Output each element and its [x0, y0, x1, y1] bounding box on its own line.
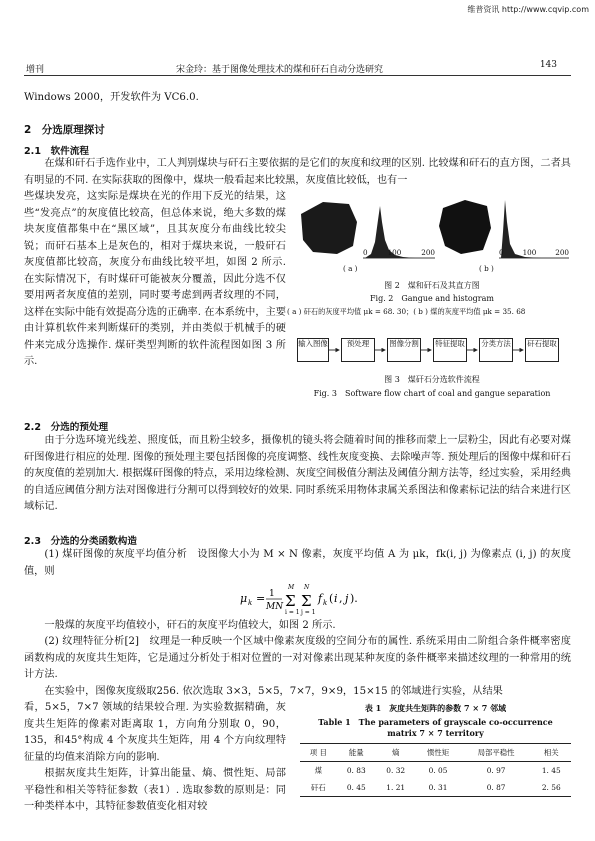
svg-text:j = 1: j = 1: [301, 609, 316, 616]
figure-3: [293, 334, 571, 410]
svg-text:1: 1: [269, 589, 275, 599]
svg-text:N: N: [304, 584, 310, 591]
s23-paragraph-3: (2) 纹理特征分析[2] 纹理是一种反映一个区域中像素灰度级的空间分布的属性. 系统采用由二阶组合条件概率密度函数构成的灰度共生矩阵，它是通过分析处于相对位置的一对对像素出现某种灰度的条件概率来描述纹理的一种常用的统计方法.: [24, 636, 571, 680]
svg-text:i: i: [334, 592, 338, 605]
fig2-caption-cn: 图 2 煤和矸石及其直方图: [384, 281, 480, 290]
s21-paragraph-full: 在煤和矸石手选作业中，工人判别煤块与矸石主要依据的是它们的灰度和纹理的区别. 比较煤和矸石的直方图，二者具有明显的不同. 在实际获取的图像中，煤块一般看起来比较黑，灰度值比较低，也有一: [24, 158, 571, 186]
fig3-caption-cn: 图 3 煤矸石分选软件流程: [384, 375, 480, 384]
table-cell: 1. 45: [541, 766, 561, 775]
svg-text:i = 1: i = 1: [285, 609, 300, 616]
fig2b-tick: 100: [522, 248, 537, 257]
table-cell: 0. 87: [486, 783, 506, 792]
fig2-sublabel-a: ( a ): [343, 264, 358, 273]
table-cell: 0. 05: [428, 766, 448, 775]
fig2a-axis: [363, 248, 435, 257]
s23-paragraph-2: 一般煤的灰度平均值较小，矸石的灰度平均值较大，如图 2 所示.: [44, 620, 336, 631]
svg-text:j: j: [345, 592, 349, 605]
table-cell: 2. 56: [541, 783, 561, 792]
header-rule: [24, 75, 571, 76]
fig2b-tick: 200: [555, 248, 569, 257]
s23-paragraph-4-full: 在实验中，图像灰度级取256. 依次选取 3×3，5×5，7×7，9×9，15×15 的邻域进行实验，从结果: [44, 686, 503, 697]
table-header-row: [300, 744, 571, 762]
svg-text:).: ).: [350, 592, 358, 605]
table-cell: 煤: [314, 766, 322, 775]
svg-text:f: f: [318, 592, 323, 605]
svg-text:M: M: [288, 584, 295, 591]
column-header: 项 目: [309, 748, 327, 757]
s23-paragraph-1: (1) 煤矸图像的灰度平均值分析 设图像大小为 M × N 像素，灰度平均值 A 为 μk，fk(i, j) 为像素点 (i, j) 的灰度值，则: [24, 549, 571, 577]
fig3-caption-en: Fig. 3 Software flow chart of coal and gangue separation: [313, 389, 551, 398]
section-2-2-title: 2.2 分选的预处理: [24, 422, 109, 433]
column-header: 惯性矩: [426, 748, 450, 757]
table-1: [300, 703, 571, 797]
flow-feature-extraction: 特征提取: [433, 338, 467, 362]
formula-graphic: [238, 580, 398, 616]
s21-paragraph-left: 些煤块发亮，这实际是煤块在光的作用下反光的结果，这些“发亮点”的灰度值比较高，但总体来说，绝大多数的煤块灰度值都集中在“黑区域”，且其灰度分布曲线比较尖锐；而矸石基本上是灰色的，相对于煤块来说，一般矸石灰度值都比较高，灰度分布曲线比较平坦，如图 2 所示. 在实际情况下，有时煤矸可能被灰分覆盖，因此分选不仅要用两者灰度值的差别，同时要考虑到两者纹理的不同，这样在实际中能有效提高分选的正确率. 在本系统中，主要由计算机软件来判断煤矸的类别，并由类似于机械手的硬件来完成分选操作. 煤矸类型判断的软件流程图如图 3 所示.: [24, 191, 286, 367]
gangue-image: [301, 202, 357, 254]
running-title: 宋金玲：基于图像处理技术的煤和矸石自动分选研究: [176, 65, 384, 75]
table-cell: 矸石: [310, 783, 326, 792]
fig2-sublabel-b: ( b ): [479, 264, 494, 273]
s23-paragraph-4-left: 看，5×5，7×7 领域的结果较合理. 为实验数据精确，灰度共生矩阵的像素对距离取 1，方向角分别取 0，90，135，和45°构成 4 个灰度共生矩阵，用 4 个方向纹理特征量的均值来消除方向的影响.: [24, 702, 286, 763]
svg-text:μ: μ: [240, 592, 248, 605]
table-cell: 0. 97: [486, 766, 506, 775]
section-2-3-title: 2.3 分选的分类函数构造: [24, 536, 137, 547]
column-header: 能量: [348, 748, 364, 757]
column-header: 局部平稳性: [477, 748, 515, 757]
page-number: 143: [539, 60, 557, 70]
svg-text:,: ,: [339, 592, 343, 605]
fig2b-axis: [499, 248, 569, 257]
svg-text:MN: MN: [266, 602, 284, 612]
fig2b-tick: 0: [499, 248, 504, 257]
column-header: 熵: [392, 748, 400, 757]
table-cell: 0. 83: [346, 766, 366, 775]
table-cell: 0. 32: [386, 766, 406, 775]
svg-text:=: =: [256, 592, 266, 605]
table1-title-cn: 表 1 灰度共生矩阵的参数 7 × 7 邻域: [364, 703, 507, 713]
watermark: 维普资讯 http://www.cqvip.com: [467, 5, 589, 14]
fig2a-tick: 0: [363, 248, 368, 257]
svg-text:Σ: Σ: [285, 592, 296, 610]
svg-text:(: (: [329, 592, 334, 605]
section-2-1-title: 2.1 软件流程: [24, 146, 89, 157]
flow-input-image: 输入图像: [297, 338, 329, 362]
s22-paragraph: 由于分选环境光线差、照度低，而且粉尘较多，摄像机的镜头将会随着时间的推移而蒙上一层粉尘，因此有必要对煤矸图像进行相应的处理. 图像的预处理主要包括图像的亮度调整、线性灰度变换、去除噪声等. 预处理后的图像中煤和矸石的灰度值的差别加大. 根据煤矸图像的特点，采用边缘检测、灰度空间极值分割法及阈值分割方法等，经过实验，采用经典的自适应阈值分割方法对图像进行分割可以得到较好的效果. 同时系统采用物体隶属关系图法和像素标记法的结合来进行区域标记.: [24, 435, 571, 512]
table-row: [300, 762, 571, 780]
table-cell: 0. 45: [346, 783, 366, 792]
table-cell: 1. 21: [386, 783, 406, 792]
journal-issue: 增刊: [26, 65, 45, 75]
fig2a-tick: 200: [421, 248, 435, 257]
coal-image: [439, 200, 491, 254]
flow-classification: 分类方法: [479, 338, 513, 362]
table1-grid: [300, 743, 571, 797]
intro-line: Windows 2000，开发软件为 VC6.0.: [24, 92, 199, 103]
figure-2-graphic: [293, 192, 571, 288]
table-row: [300, 779, 571, 797]
svg-text:k: k: [323, 599, 328, 607]
table1-title-en: Table 1 The parameters of grayscale co-occurrence matrix 7 × 7 territory: [318, 717, 553, 738]
flow-gangue-extraction: 矸石提取: [525, 338, 559, 362]
column-header: 相关: [543, 748, 559, 757]
s23-paragraph-5-left: 根据灰度共生矩阵，计算出能量、熵、惯性矩、局部平稳性和相关等特征参数（表1）. 选取参数的原则是：同一种类样本中，其特征参数值变化相对较: [24, 768, 286, 812]
flow-segmentation: 图像分割: [387, 338, 421, 362]
flow-preprocess: 预处理: [341, 338, 375, 362]
figure-2: [287, 192, 571, 330]
svg-text:Σ: Σ: [301, 592, 312, 610]
fig2-note: ( a ) 矸石的灰度平均值 μk = 68. 30；( b ) 煤的灰度平均值 μk = 35. 68: [287, 307, 526, 316]
section-2-title: 2 分选原理探讨: [24, 124, 105, 136]
table-cell: 0. 31: [428, 783, 448, 792]
fig2-caption-en: Fig. 2 Gangue and histogram: [369, 294, 494, 303]
svg-text:k: k: [248, 599, 253, 607]
fig2a-tick: 100: [387, 248, 402, 257]
